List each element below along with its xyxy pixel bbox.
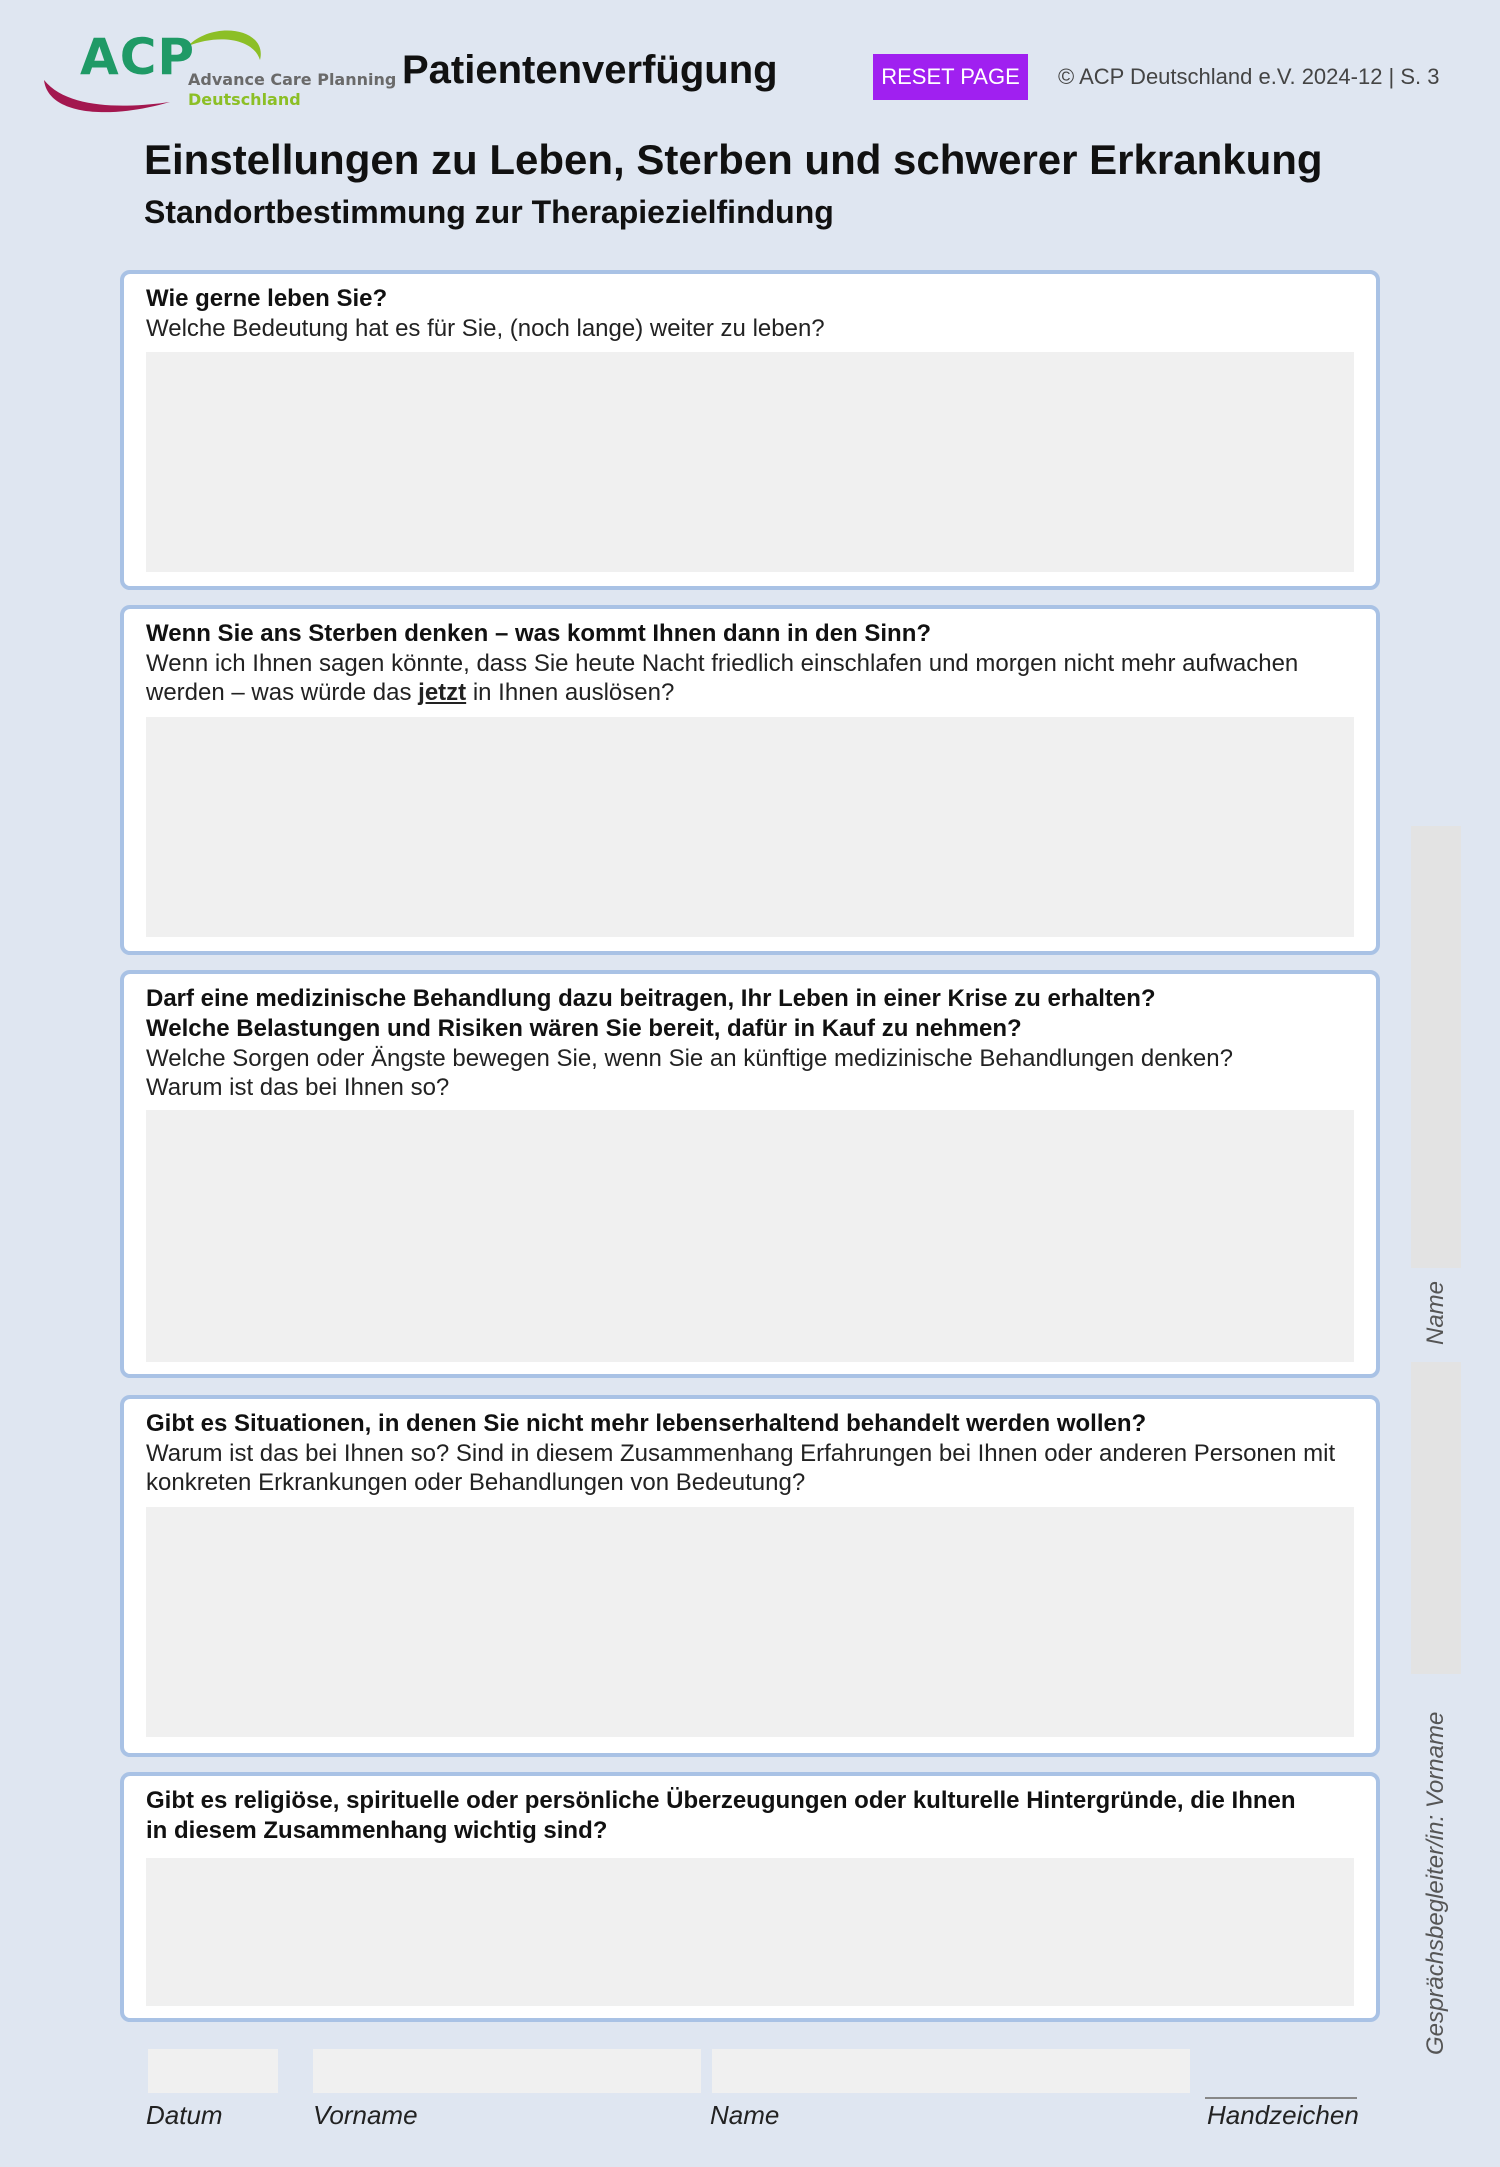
- answer-field-5[interactable]: [146, 1858, 1354, 2006]
- question-heading: in diesem Zusammenhang wichtig sind?: [146, 1817, 608, 1844]
- question-card-5: [120, 1772, 1380, 2022]
- question-heading: Welche Belastungen und Risiken wären Sie bereit, dafür in Kauf zu nehmen?: [146, 1015, 1022, 1042]
- question-text-part: in Ihnen auslösen?: [466, 679, 675, 706]
- question-card-1: [120, 270, 1380, 590]
- copyright-page-info: © ACP Deutschland e.V. 2024-12 | S. 3: [1058, 64, 1440, 89]
- question-heading: Wenn Sie ans Sterben denken – was kommt Ihnen dann in den Sinn?: [146, 620, 932, 647]
- document-title: Patientenverfügung: [402, 48, 778, 92]
- firstname-field[interactable]: [313, 2049, 701, 2093]
- acp-logo: [38, 20, 397, 130]
- initials-line: [1205, 2097, 1357, 2099]
- logo-country: Deutschland: [188, 90, 301, 109]
- question-text: konkreten Erkrankungen oder Behandlungen von Bedeutung?: [146, 1469, 806, 1496]
- question-card-3: [120, 970, 1380, 1378]
- date-label: Datum: [146, 2100, 223, 2130]
- question-heading: Wie gerne leben Sie?: [146, 285, 388, 312]
- question-card-4: [120, 1395, 1380, 1757]
- emphasis-now: jetzt: [418, 679, 467, 706]
- date-field[interactable]: [148, 2049, 278, 2093]
- question-text: Wenn ich Ihnen sagen könnte, dass Sie heute Nacht friedlich einschlafen und morgen nicht mehr aufwachen: [146, 650, 1299, 677]
- answer-field-3[interactable]: [146, 1110, 1354, 1362]
- question-text: Welche Bedeutung hat es für Sie, (noch lange) weiter zu leben?: [146, 315, 825, 342]
- answer-field-1[interactable]: [146, 352, 1354, 572]
- lastname-label: Name: [710, 2100, 780, 2130]
- question-text: Welche Sorgen oder Ängste bewegen Sie, wenn Sie an künftige medizinische Behandlungen denken?: [146, 1045, 1233, 1072]
- page-subtitle: Standortbestimmung zur Therapiezielfindung: [144, 194, 834, 230]
- question-heading: Darf eine medizinische Behandlung dazu beitragen, Ihr Leben in einer Krise zu erhalten?: [146, 985, 1156, 1012]
- lastname-field[interactable]: [712, 2049, 1190, 2093]
- question-text-line-2: [146, 678, 1354, 707]
- reset-page-button[interactable]: RESET PAGE: [873, 54, 1028, 100]
- logo-subtitle: Advance Care Planning: [188, 70, 397, 89]
- question-heading: Gibt es Situationen, in denen Sie nicht mehr lebenserhaltend behandelt werden wollen?: [146, 1410, 1147, 1437]
- firstname-label: Vorname: [313, 2100, 418, 2130]
- answer-field-4[interactable]: [146, 1507, 1354, 1737]
- logo-acp-text: ACP: [80, 28, 196, 86]
- initials-label: Handzeichen: [1207, 2100, 1359, 2130]
- question-card-2: [120, 605, 1380, 955]
- question-text-part: werden – was würde das: [146, 679, 419, 706]
- question-text: Warum ist das bei Ihnen so?: [146, 1074, 450, 1101]
- answer-field-2[interactable]: [146, 717, 1354, 937]
- companion-firstname-field[interactable]: [1411, 1362, 1461, 1674]
- companion-name-field[interactable]: [1411, 826, 1461, 1268]
- companion-label: Gesprächsbegleiter/in: Vorname: [1422, 1711, 1449, 2055]
- companion-name-label: Name: [1422, 1280, 1449, 1345]
- question-text: Warum ist das bei Ihnen so? Sind in diesem Zusammenhang Erfahrungen bei Ihnen oder anderen Personen mit: [146, 1440, 1336, 1467]
- page-title: Einstellungen zu Leben, Sterben und schwerer Erkrankung: [144, 136, 1323, 183]
- question-heading: Gibt es religiöse, spirituelle oder persönliche Überzeugungen oder kulturelle Hintergründe, die Ihnen: [146, 1787, 1296, 1814]
